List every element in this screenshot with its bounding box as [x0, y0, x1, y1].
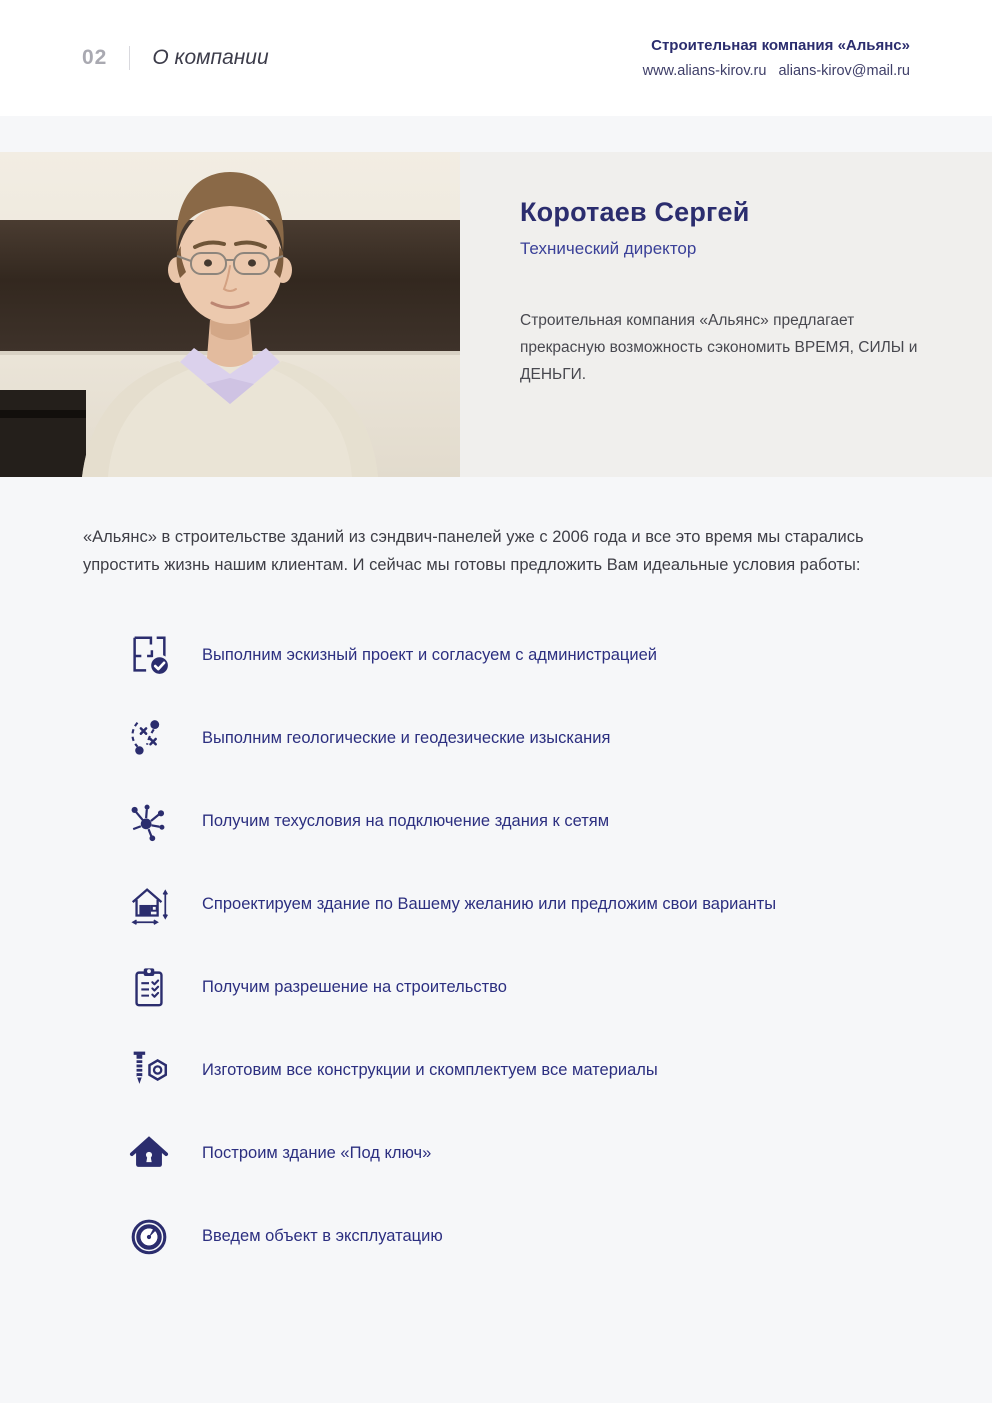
section-title: О компании	[152, 46, 269, 69]
website-link[interactable]: www.alians-kirov.ru	[642, 63, 767, 79]
company-name: Строительная компания «Альянс»	[651, 37, 910, 54]
service-item-building-design	[125, 880, 915, 928]
service-label: Выполним геологические и геодезические изыскания	[202, 728, 611, 747]
person-role: Технический директор	[520, 239, 697, 258]
portrait-photo	[0, 152, 460, 477]
service-label: Изготовим все конструкции и скомплектуем все материалы	[202, 1060, 658, 1079]
service-item-sketch-project	[125, 631, 915, 679]
person-quote: Строительная компания «Альянс» предлагает прекрасную возможность сэкономить ВРЕМЯ, СИЛЫ и ДЕНЬГИ.	[520, 312, 918, 383]
service-item-building-permit	[125, 963, 915, 1011]
service-item-geology-survey	[125, 714, 915, 762]
floor-plan-check-icon	[125, 631, 173, 679]
header-divider	[129, 46, 130, 70]
intro-paragraph: «Альянс» в строительстве зданий из сэндвич-панелей уже с 2006 года и все это время мы старались упростить жизнь нашим клиентам. И сейчас мы готовы предложить Вам идеальные условия работы:	[83, 527, 864, 575]
email-link[interactable]: alians-kirov@mail.ru	[778, 63, 910, 79]
network-hub-icon	[125, 797, 173, 845]
service-label: Выполним эскизный проект и согласуем с администрацией	[202, 645, 657, 664]
survey-route-icon	[125, 714, 173, 762]
service-item-turnkey-construction	[125, 1129, 915, 1177]
service-item-materials	[125, 1046, 915, 1094]
house-key-icon	[125, 1129, 173, 1177]
service-label: Получим разрешение на строительство	[202, 977, 507, 996]
service-label: Спроектируем здание по Вашему желанию или предложим свои варианты	[202, 894, 777, 913]
profile-panel	[460, 152, 992, 477]
header-right	[643, 37, 910, 79]
clipboard-checklist-icon	[125, 963, 173, 1011]
header-left	[82, 46, 269, 70]
house-dimensions-icon	[125, 880, 173, 928]
page-number: 02	[82, 46, 108, 69]
page-header	[0, 0, 992, 116]
hero-section	[0, 152, 992, 477]
screw-nut-icon	[125, 1046, 173, 1094]
contact-line	[643, 63, 910, 79]
service-item-utilities-connection	[125, 797, 915, 845]
person-name: Коротаев Сергей	[520, 197, 750, 227]
gauge-icon	[125, 1212, 173, 1260]
service-label: Введем объект в эксплуатацию	[202, 1226, 443, 1245]
service-item-commissioning	[125, 1212, 915, 1260]
service-label: Получим техусловия на подключение здания к сетям	[202, 811, 610, 830]
portrait-illustration	[0, 152, 460, 477]
service-label: Построим здание «Под ключ»	[202, 1143, 432, 1162]
services-list	[125, 631, 915, 1295]
